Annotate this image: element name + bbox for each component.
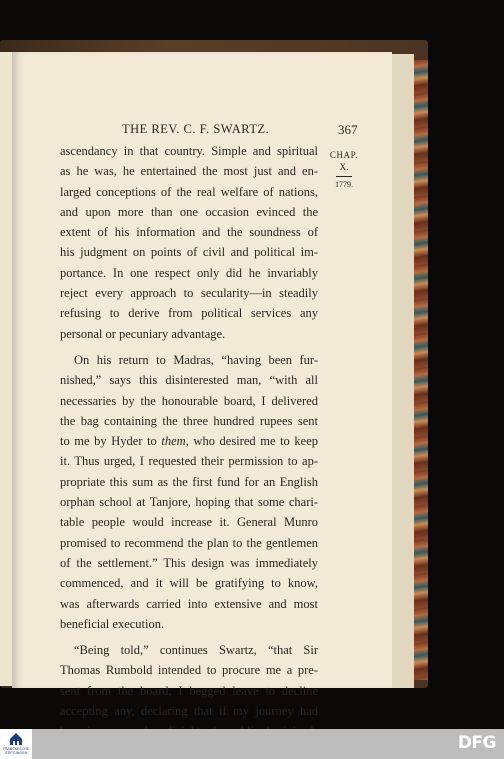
margin-note [324,149,364,191]
text-line: ascendancy in that country. Simple and spiritual [60,144,318,158]
text-line: extent of his information and the soundness of [60,225,318,240]
book-page [12,52,392,719]
text-line: his judgment on points of civil and political im- [60,245,318,260]
text-line: accepting any, declaring that if my journey had [60,704,318,719]
library-logo-text: FRANCKESCHE STIFTUNGEN [3,747,29,755]
text-line: and upon more than one occasion evinced the [60,204,318,219]
text-line: commenced, and it will be gratifying to know, [60,576,318,591]
page-edges [390,54,414,688]
text-line: Thomas Rumbold intended to procure me a pre- [60,663,318,678]
library-logo[interactable] [0,729,32,759]
text-line: “Being told,” continues Swartz, “that Sir [74,643,318,658]
text-line: propriate this sum as the first fund for an English [60,474,318,489]
text-line: sent from the board, I begged leave to decline [60,683,318,698]
margin-year: 1779. [335,180,353,189]
text-line: to me by Hyder to them, who desired me to keep [60,434,318,449]
text-line: necessaries by the honourable board, I delivered [60,393,318,408]
body-text [60,141,318,742]
library-logo-icon [9,732,23,746]
text-line: personal or pecuniary advantage. [60,326,226,341]
margin-chapter-label: CHAP. [329,150,359,160]
text-line: reject every approach to secularity—in steadily [60,286,318,301]
footer-bar [0,729,504,759]
text-line: nished,” says this disinterested man, “with all [60,373,318,388]
text-line: orphan school at Tanjore, hoping that some chari- [60,495,318,510]
marbled-page-edge [412,60,428,680]
text-line: larged conceptions of the real welfare of nations, [60,184,318,199]
margin-rule [336,176,352,177]
text-line: promised to recommend the plan to the gentlemen [60,535,318,550]
text-line: of the settlement.” This design was immediately [60,555,318,570]
text-line: beneficial execution. [60,616,165,631]
text-line: portance. In one respect only did he invariably [60,265,318,280]
margin-chapter-number: X. [339,162,349,172]
page-number: 367 [338,122,358,137]
text-line: On his return to Madras, “having been fur- [74,352,318,367]
running-title: THE REV. C. F. SWARTZ. [122,122,270,136]
dfg-logo[interactable]: DFG [457,733,496,753]
text-line: refusing to derive from political services any [60,306,318,321]
text-line: as he was, he entertained the most just and en- [60,164,318,179]
text-line: the bag containing the three hundred rupees sent [60,413,318,428]
text-line: was afterwards carried into extensive and most [60,596,318,611]
text-line: it. Thus urged, I requested their permission to ap- [60,454,318,469]
text-line: table people would increase it. General Munro [60,515,318,530]
